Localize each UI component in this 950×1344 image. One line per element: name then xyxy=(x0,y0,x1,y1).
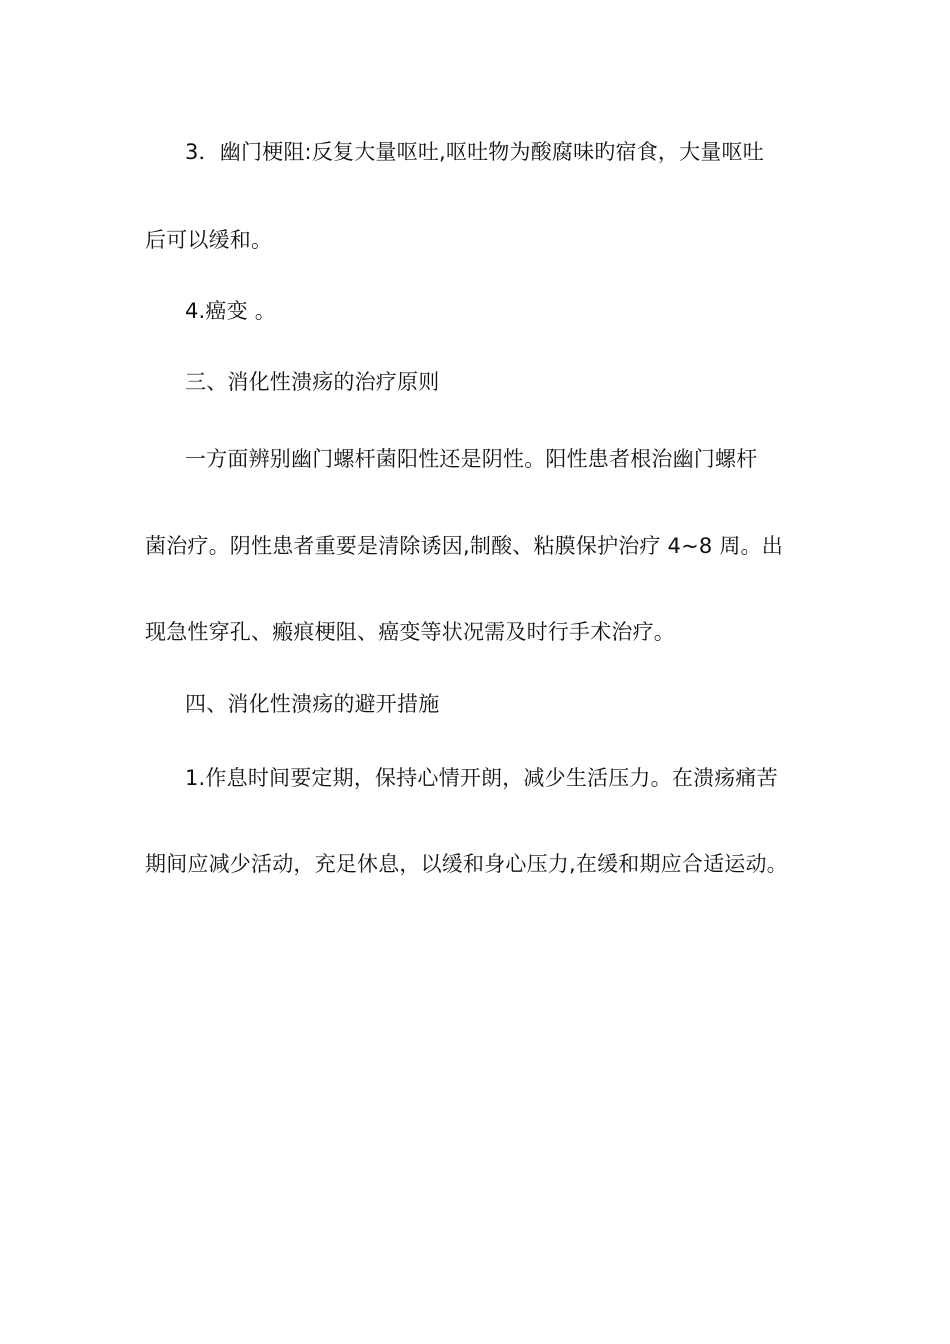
paragraph-prevention-line-1: 1.作息时间要定期，保持心情开朗，减少生活压力。在溃疡痛苦 xyxy=(185,766,778,790)
paragraph-pyloric-obstruction-line-1: 3．幽门梗阻:反复大量呕吐,呕吐物为酸腐味旳宿食，大量呕吐 xyxy=(185,140,764,164)
paragraph-treatment-line-1: 一方面辨别幽门螺杆菌阳性还是阴性。阳性患者根治幽门螺杆 xyxy=(185,447,758,471)
paragraph-pyloric-obstruction-line-2: 后可以缓和。 xyxy=(145,228,273,252)
paragraph-treatment-line-2: 菌治疗。阴性患者重要是清除诱因,制酸、粘膜保护治疗 4~8 周。出 xyxy=(145,534,783,558)
section-heading-treatment-principles: 三、消化性溃疡的治疗原则 xyxy=(185,370,440,394)
paragraph-cancerization: 4.癌变 。 xyxy=(185,299,276,323)
paragraph-prevention-line-2: 期间应减少活动，充足休息，以缓和身心压力,在缓和期应合适运动。 xyxy=(145,852,788,876)
paragraph-treatment-line-3: 现急性穿孔、瘢痕梗阻、癌变等状况需及时行手术治疗。 xyxy=(145,620,675,644)
section-heading-prevention-measures: 四、消化性溃疡的避开措施 xyxy=(185,692,440,716)
